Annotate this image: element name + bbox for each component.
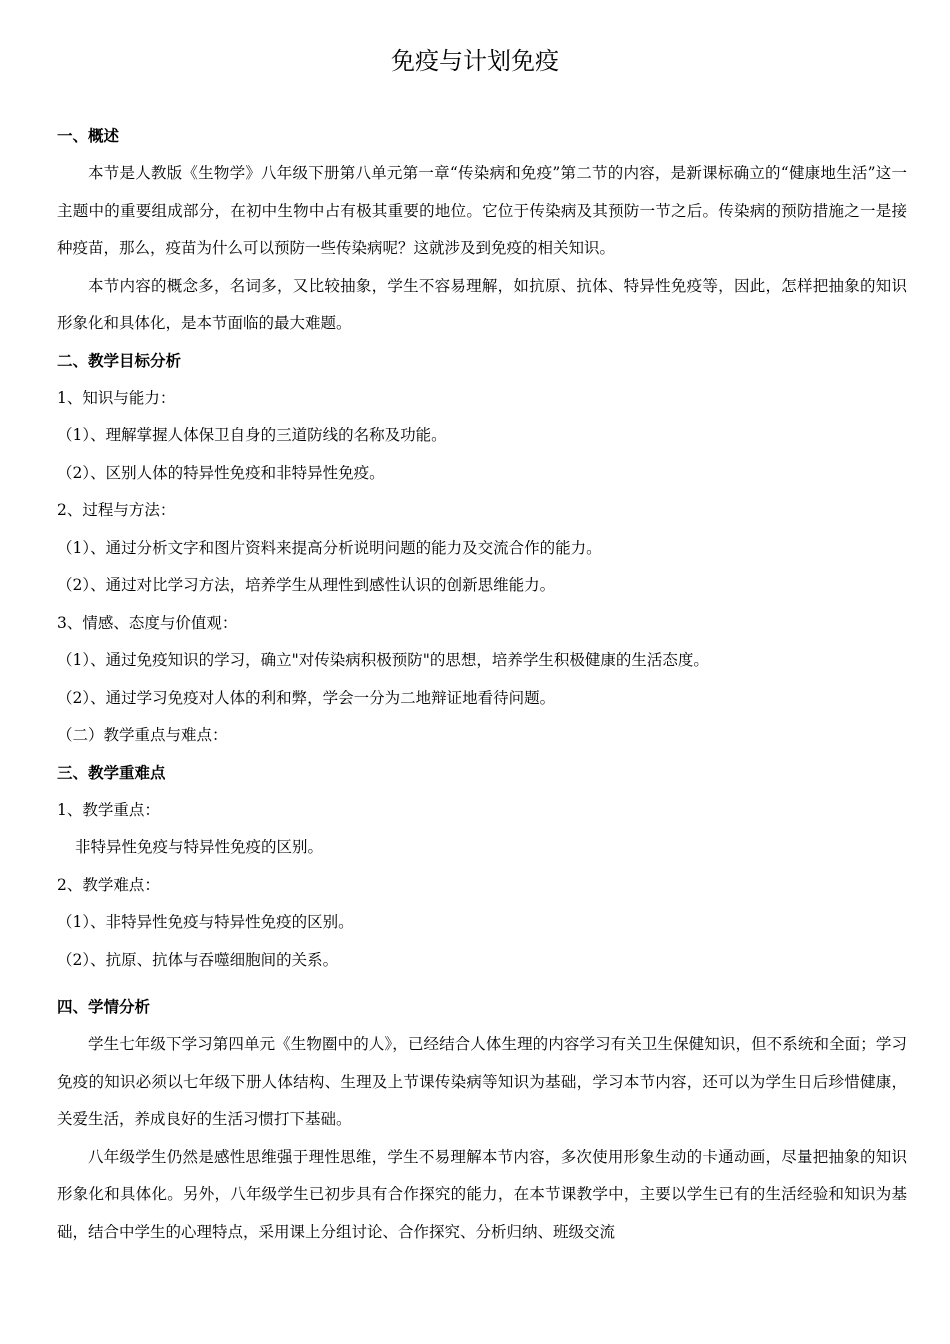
spacer xyxy=(57,979,907,989)
document-body xyxy=(57,118,907,1251)
section-heading-key-points: 三、教学重难点 xyxy=(57,763,166,782)
paragraph-overview-2: 本节内容的概念多，名词多，又比较抽象，学生不容易理解，如抗原、抗体、特异性免疫等，因此，怎样把抽象的知识形象化和具体化，是本节面临的最大难题。 xyxy=(57,276,907,332)
objective-process-title: 2、过程与方法： xyxy=(57,501,176,519)
objective-knowledge-title: 1、知识与能力： xyxy=(57,388,176,407)
subheading-key-difficult: （二）教学重点与难点： xyxy=(57,726,228,744)
objective-emotion-item-1: （1）、通过免疫知识的学习，确立"对传染病积极预防"的思想，培养学生积极健康的生活态度。 xyxy=(57,651,709,669)
objective-knowledge-item-1: （1）、理解掌握人体保卫自身的三道防线的名称及功能。 xyxy=(57,426,447,444)
section-heading-overview: 一、概述 xyxy=(57,127,120,145)
difficulty-item-1: （1）、非特异性免疫与特异性免疫的区别。 xyxy=(57,913,354,931)
objective-emotion-title: 3、情感、态度与价值观： xyxy=(57,613,238,632)
objective-emotion-item-2: （2）、通过学习免疫对人体的利和弊，学会一分为二地辩证地看待问题。 xyxy=(57,688,556,707)
objective-process-item-1: （1）、通过分析文字和图片资料来提高分析说明问题的能力及交流合作的能力。 xyxy=(57,538,602,557)
section-heading-student-analysis: 四、学情分析 xyxy=(57,998,151,1016)
paragraph-student-analysis-1: 学生七年级下学习第四单元《生物圈中的人》，已经结合人体生理的内容学习有关卫生保健知识，但不系统和全面；学习免疫的知识必须以七年级下册人体结构、生理及上节课传染病等知识为基础，学习本节内容，还可以为学生日后珍惜健康，关爱生活，养成良好的生活习惯打下基础。 xyxy=(57,1035,907,1128)
key-point-title: 1、教学重点： xyxy=(57,800,160,819)
key-point-item: 非特异性免疫与特异性免疫的区别。 xyxy=(75,838,324,856)
objective-process-item-2: （2）、通过对比学习方法，培养学生从理性到感性认识的创新思维能力。 xyxy=(57,576,556,594)
difficulty-item-2: （2）、抗原、抗体与吞噬细胞间的关系。 xyxy=(57,950,339,969)
section-heading-objectives: 二、教学目标分析 xyxy=(57,351,182,370)
difficulty-title: 2、教学难点： xyxy=(57,875,160,894)
paragraph-overview-1: 本节是人教版《生物学》八年级下册第八单元第一章“传染病和免疫”第二节的内容，是新课标确立的“健康地生活”这一主题中的重要组成部分，在初中生物中占有极其重要的地位。它位于传染病及其预防一节之后。传染病的预防措施之一是接种疫苗，那么，疫苗为什么可以预防一些传染病呢？这就涉及到免疫的相关知识。 xyxy=(57,164,907,257)
page-title: 免疫与计划免疫 xyxy=(391,47,559,75)
objective-knowledge-item-2: （2）、区别人体的特异性免疫和非特异性免疫。 xyxy=(57,463,385,482)
paragraph-student-analysis-2: 八年级学生仍然是感性思维强于理性思维，学生不易理解本节内容，多次使用形象生动的卡通动画，尽量把抽象的知识形象化和具体化。另外，八年级学生已初步具有合作探究的能力，在本节课教学中，主要以学生已有的生活经验和知识为基础，结合中学生的心理特点，采用课上分组讨论、合作探究、分析归纳、班级交流 xyxy=(57,1147,907,1241)
